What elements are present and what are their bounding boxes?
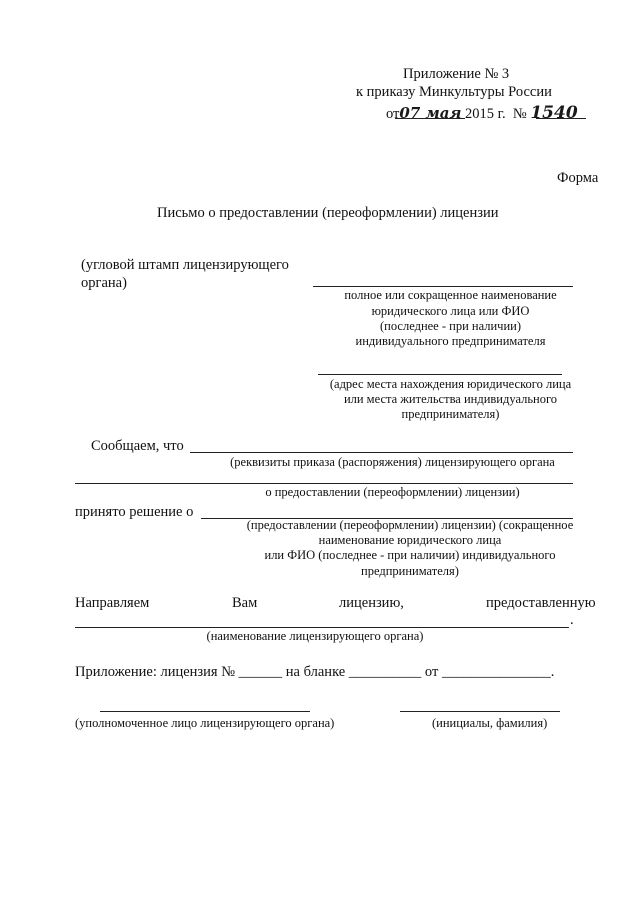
appendix-number: Приложение № 3 xyxy=(403,66,510,82)
licensing-body-caption: (наименование лицензирующего органа) xyxy=(206,629,424,643)
attachment-line: Приложение: лицензия № ______ на бланке __________ от _______________. xyxy=(75,664,555,680)
signature-caption-right: (инициалы, фамилия) xyxy=(432,716,548,730)
send-word-3: лицензию, xyxy=(339,595,404,611)
number-underline xyxy=(536,118,586,119)
order-date-line xyxy=(386,103,578,123)
number-sign: № xyxy=(512,106,527,122)
order-details-line xyxy=(190,452,573,453)
decision-caption-2: наименование юридического лица xyxy=(318,533,502,547)
handwritten-date: 07 мая xyxy=(399,104,462,122)
handwritten-number: 1540 xyxy=(530,103,578,123)
corner-stamp-label-1: (угловой штамп лицензирующего xyxy=(81,257,289,273)
address-caption-1: (адрес места нахождения юридического лица xyxy=(329,377,572,391)
date-prefix: от xyxy=(386,106,400,122)
licensing-body-line xyxy=(75,627,569,628)
recipient-caption-4: индивидуального предпринимателя xyxy=(355,334,546,348)
order-details-caption: (реквизиты приказа (распоряжения) лицензирующего органа xyxy=(230,455,555,469)
decision-caption-3: или ФИО (последнее - при наличии) индивидуального xyxy=(264,548,556,562)
document-title: Письмо о предоставлении (переоформлении) лицензии xyxy=(157,205,499,221)
signature-line-left xyxy=(100,711,310,712)
decision-subject-line xyxy=(75,483,573,484)
signature-line-right xyxy=(400,711,560,712)
date-underline xyxy=(395,118,465,119)
recipient-caption-2: юридического лица или ФИО xyxy=(371,304,530,318)
signature-caption-left: (уполномоченное лицо лицензирующего органа) xyxy=(75,716,335,730)
address-caption-2: или места жительства индивидуального xyxy=(343,392,558,406)
send-word-2: Вам xyxy=(232,595,258,611)
recipient-caption-1: полное или сокращенное наименование xyxy=(344,288,557,302)
order-reference: к приказу Минкультуры России xyxy=(356,84,552,100)
decision-caption-4: предпринимателя) xyxy=(361,564,459,578)
send-word-1: Направляем xyxy=(75,595,150,611)
address-caption-3: предпринимателя) xyxy=(401,407,500,421)
send-end-mark: . xyxy=(570,612,574,628)
form-label: Форма xyxy=(557,170,599,186)
decision-label: принято решение о xyxy=(75,504,194,520)
address-line xyxy=(318,374,562,375)
recipient-name-line xyxy=(313,286,573,287)
decision-caption-1: (предоставлении (переоформлении) лицензии) (сокращенное xyxy=(246,518,574,532)
order-year: 2015 г. xyxy=(465,106,506,122)
decision-subject-caption: о предоставлении (переоформлении) лицензии) xyxy=(265,485,520,499)
send-word-4: предоставленную xyxy=(486,595,596,611)
inform-label: Сообщаем, что xyxy=(91,438,184,454)
corner-stamp-label-2: органа) xyxy=(81,275,127,291)
recipient-caption-3: (последнее - при наличии) xyxy=(380,319,521,333)
